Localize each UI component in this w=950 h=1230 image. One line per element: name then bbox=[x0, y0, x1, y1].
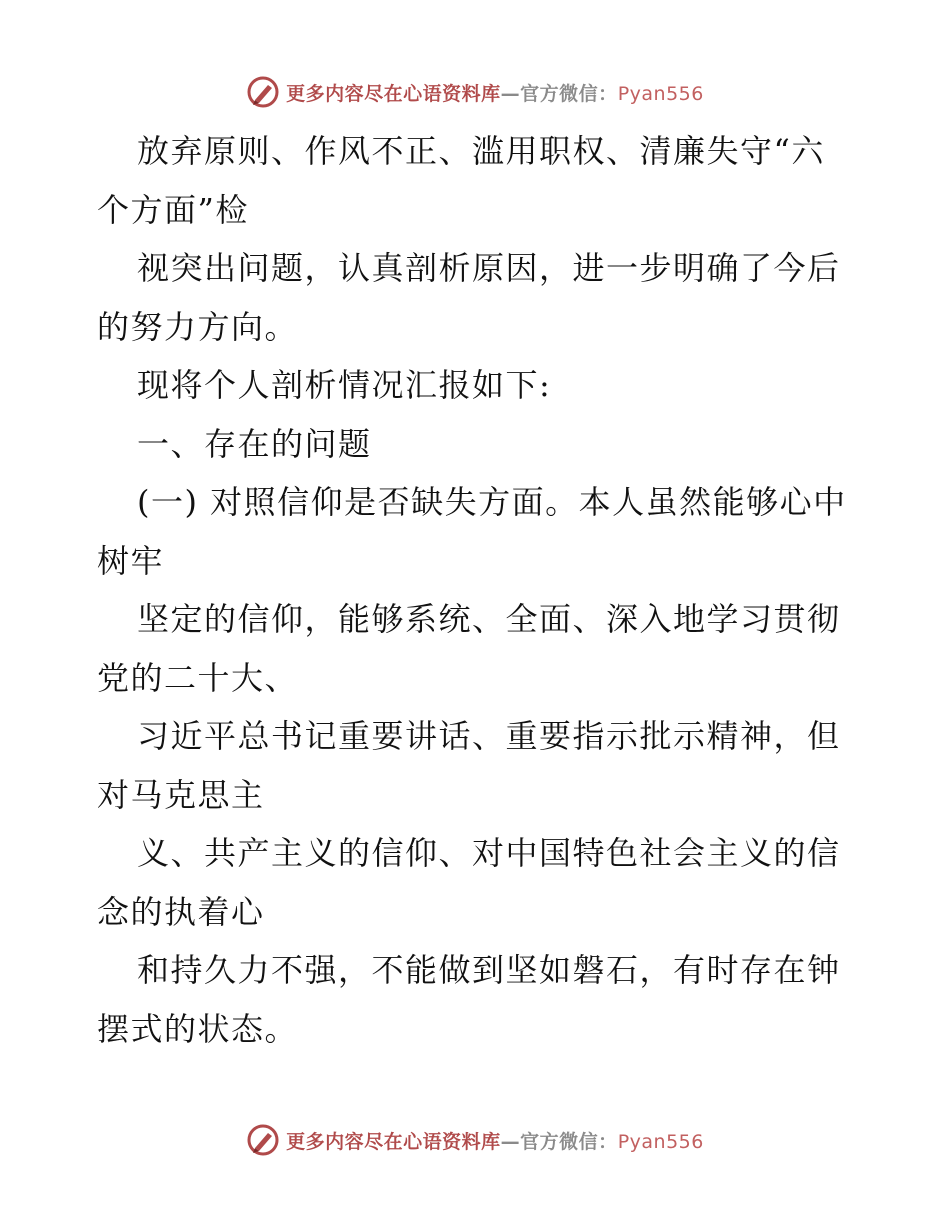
document-body bbox=[97, 122, 857, 1058]
header-banner-id: Pyan556 bbox=[617, 82, 704, 105]
body-line: 坚定的信仰，能够系统、全面、深入地学习贯彻 bbox=[137, 600, 841, 638]
footer-banner-text bbox=[286, 1127, 704, 1154]
header-banner-sep: — bbox=[500, 82, 521, 105]
header-banner bbox=[0, 72, 950, 112]
body-line: 个方面”检 bbox=[97, 190, 249, 229]
header-banner-main: 更多内容尽在心语资料库 bbox=[286, 82, 501, 105]
body-line: 和持久力不强，不能做到坚如磐石，有时存在钟 bbox=[137, 951, 841, 989]
footer-banner-sep: — bbox=[500, 1130, 521, 1153]
header-banner-text bbox=[286, 79, 704, 106]
footer-banner bbox=[0, 1120, 950, 1160]
body-line: 义、共产主义的信仰、对中国特色社会主义的信 bbox=[137, 834, 841, 872]
body-line: 党的二十大、 bbox=[97, 658, 299, 697]
section-heading: 一、存在的问题 bbox=[137, 424, 372, 463]
body-line: (一) 对照信仰是否缺失方面。本人虽然能够心中 bbox=[137, 483, 847, 521]
body-line: 树牢 bbox=[97, 541, 165, 580]
footer-banner-wechat: 官方微信： bbox=[520, 1130, 618, 1153]
body-line: 摆式的状态。 bbox=[97, 1009, 299, 1048]
body-line: 的努力方向。 bbox=[97, 307, 299, 346]
footer-banner-main: 更多内容尽在心语资料库 bbox=[286, 1130, 501, 1153]
pen-logo-icon bbox=[246, 1123, 280, 1157]
body-line: 放弃原则、作风不正、滥用职权、清廉失守“六 bbox=[137, 132, 825, 170]
footer-banner-id: Pyan556 bbox=[617, 1130, 704, 1153]
body-line: 现将个人剖析情况汇报如下: bbox=[137, 366, 552, 404]
pen-logo-icon bbox=[246, 75, 280, 109]
body-line: 习近平总书记重要讲话、重要指示批示精神，但 bbox=[137, 717, 841, 755]
body-line: 对马克思主 bbox=[97, 775, 265, 814]
header-banner-wechat: 官方微信： bbox=[520, 82, 618, 105]
body-line: 念的执着心 bbox=[97, 892, 265, 931]
body-line: 视突出问题，认真剖析原因，进一步明确了今后 bbox=[137, 249, 841, 287]
